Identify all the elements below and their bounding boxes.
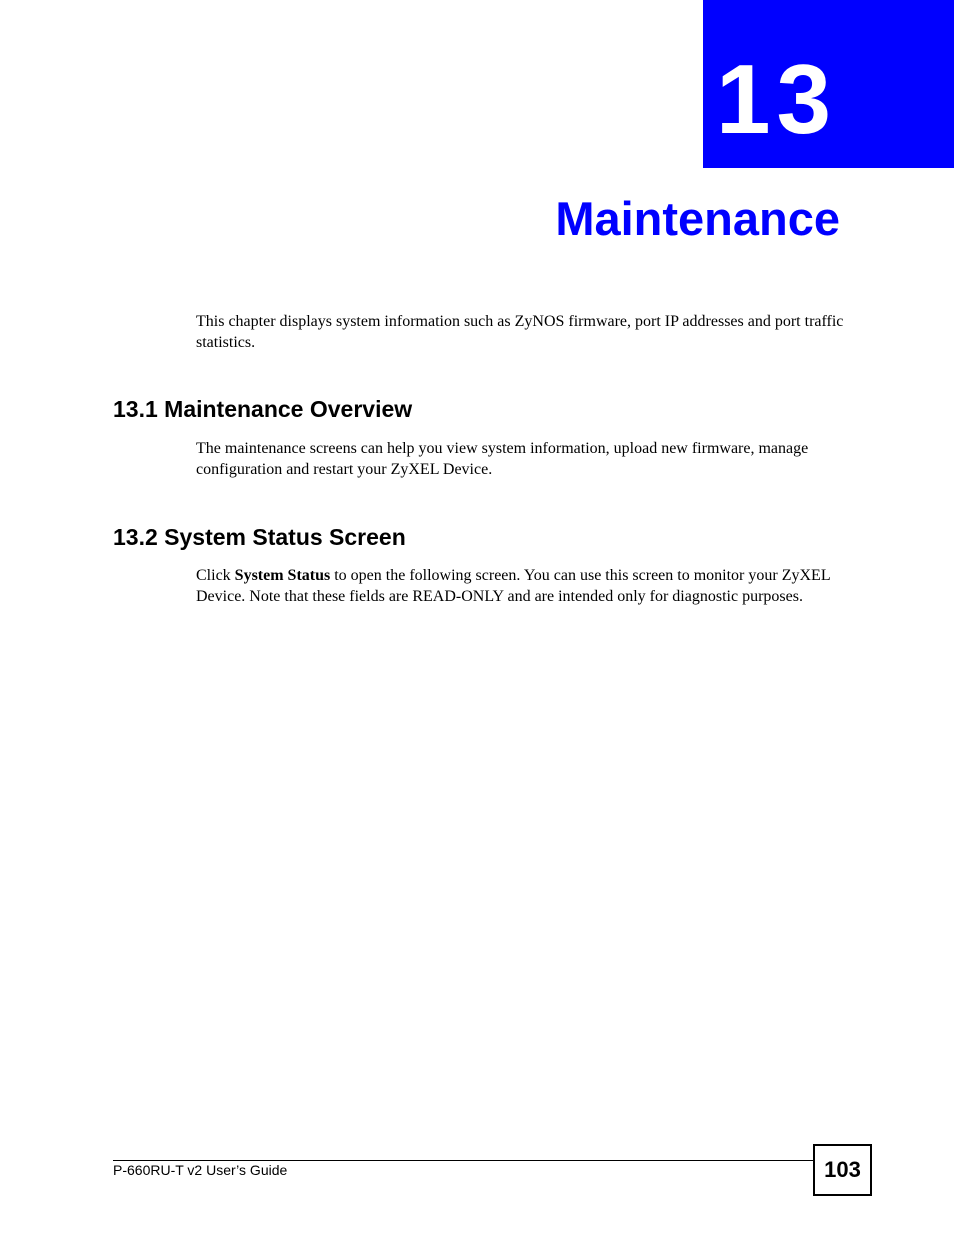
- section-heading-system-status-screen: 13.2 System Status Screen: [113, 524, 406, 550]
- chapter-intro: This chapter displays system information such as ZyNOS firmware, port IP addresses and port traffic statistics.: [196, 313, 844, 351]
- page-number: 103: [813, 1144, 872, 1196]
- section-body-maintenance-overview: The maintenance screens can help you view system information, upload new firmware, manage configuration and restart your ZyXEL Device.: [196, 440, 809, 478]
- section-heading-maintenance-overview: 13.1 Maintenance Overview: [113, 396, 413, 422]
- footer-guide-title: P-660RU-T v2 User’s Guide: [113, 1162, 288, 1178]
- section-body-system-status-screen: [196, 565, 846, 607]
- body-text-suffix: to open the following screen. You can use this screen to monitor your ZyXEL Device. Note that these fields are READ-ONLY and are intended only for diagnostic purposes.: [196, 567, 830, 605]
- system-status-term: System Status: [234, 567, 331, 584]
- body-text-prefix: Click: [196, 567, 235, 584]
- chapter-number: 13: [716, 44, 838, 154]
- chapter-title: Maintenance: [555, 192, 840, 245]
